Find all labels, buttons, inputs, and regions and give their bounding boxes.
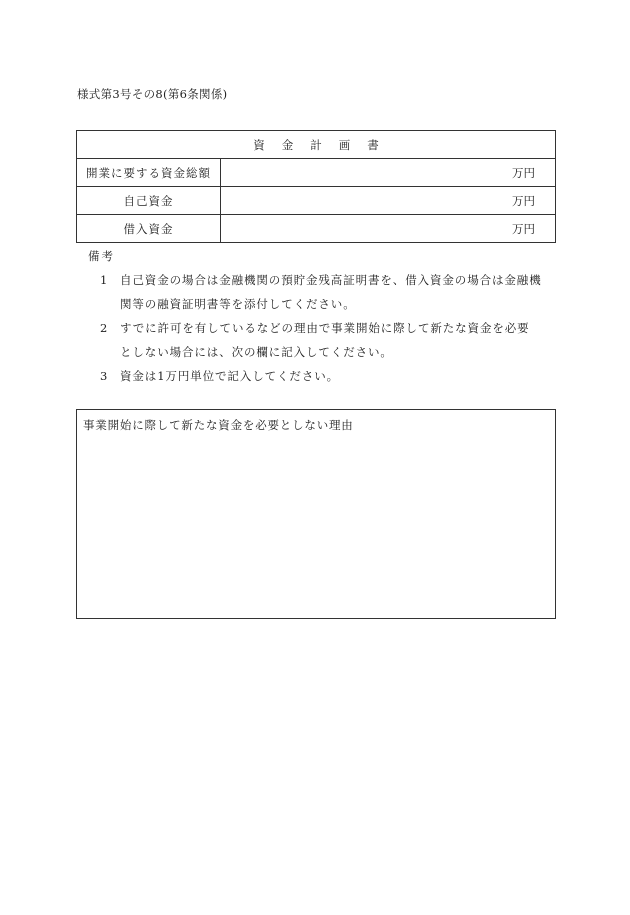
note-number: 2 [100,321,108,335]
table-title: 資金計画書 [77,131,556,159]
note-text-line1: 資金は1万円単位で記入してください。 [120,369,340,383]
unit-label: 万円 [512,221,535,236]
row-label-own-funds: 自己資金 [77,187,221,215]
row-label-borrowed-funds: 借入資金 [77,215,221,243]
note-text-line2: 関等の融資証明書等を添付してください。 [120,297,356,311]
amount-field-borrowed-funds[interactable] [221,215,556,243]
remark-note-1 [100,268,560,316]
amount-field-own-funds[interactable] [221,187,556,215]
note-text-line1: 自己資金の場合は金融機関の預貯金残高証明書を、借入資金の場合は金融機 [120,273,542,287]
table-row [77,187,556,215]
reason-input-box[interactable] [76,409,556,619]
note-number: 1 [100,273,108,287]
table-title-row [77,131,556,159]
remark-note-2 [100,316,560,364]
unit-label: 万円 [512,165,535,180]
fund-plan-table [76,130,556,243]
remarks-title: 備考 [88,249,115,263]
form-number-label: 様式第3号その8(第6条関係) [77,87,228,101]
amount-field-total-funds[interactable] [221,159,556,187]
remark-note-3 [100,364,560,388]
table-row [77,159,556,187]
unit-label: 万円 [512,193,535,208]
reason-box-label: 事業開始に際して新たな資金を必要としない理由 [83,418,354,432]
note-text-line2: としない場合には、次の欄に記入してください。 [120,345,393,359]
note-text-line1: すでに許可を有しているなどの理由で事業開始に際して新たな資金を必要 [120,321,530,335]
row-label-total-funds: 開業に要する資金総額 [77,159,221,187]
table-row [77,215,556,243]
note-number: 3 [100,369,108,383]
